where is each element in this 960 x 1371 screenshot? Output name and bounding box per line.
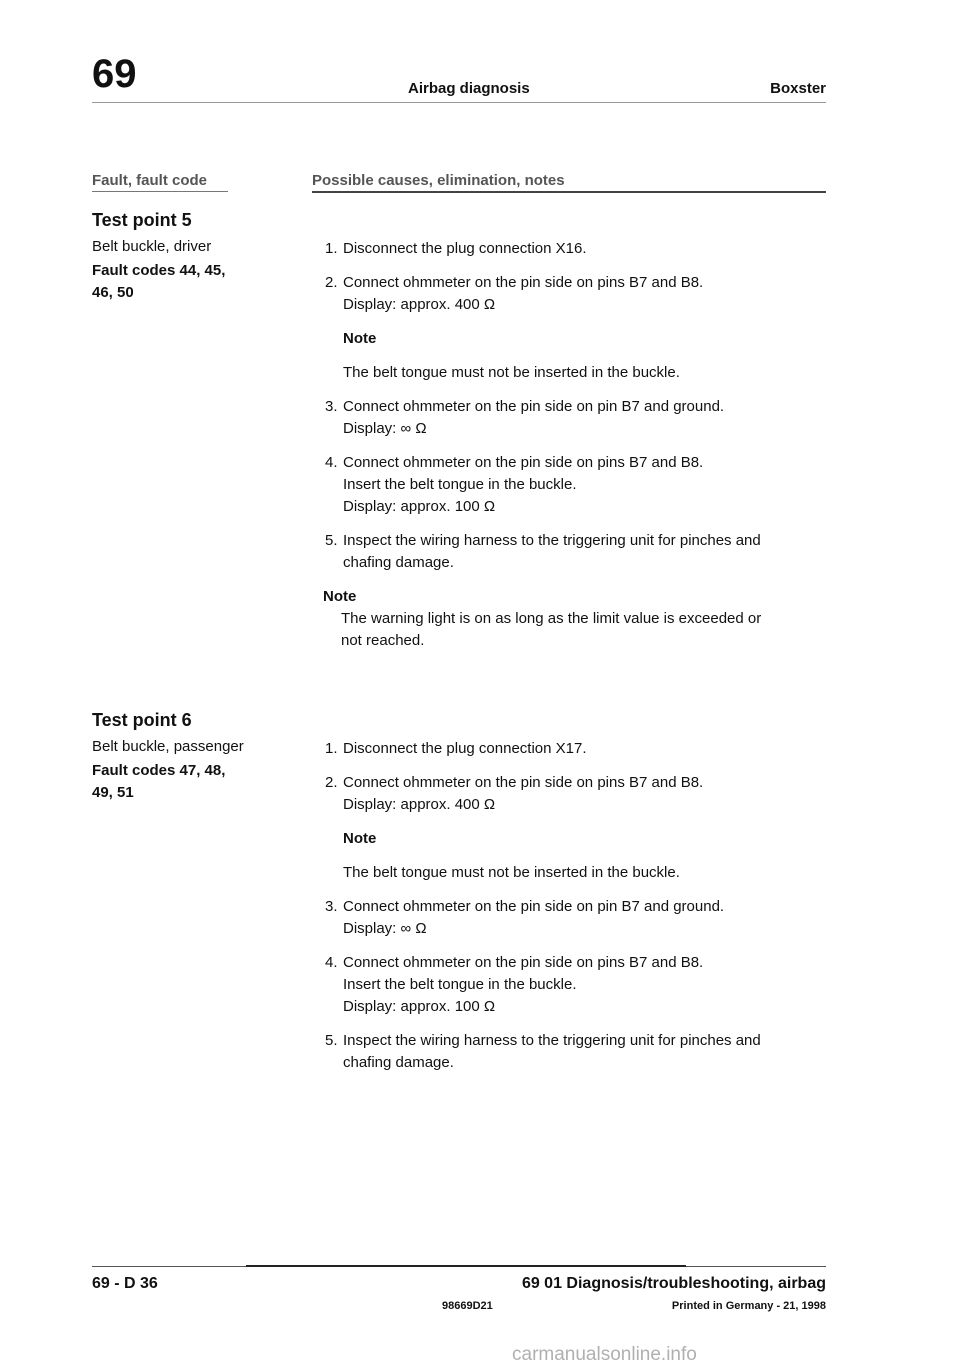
column-header-fault: Fault, fault code bbox=[92, 172, 208, 189]
step-text: Connect ohmmeter on the pin side on pin B7 and ground. bbox=[343, 398, 725, 415]
test-point-title: Test point 5 bbox=[92, 210, 192, 230]
print-info: Printed in Germany - 21, 1998 bbox=[671, 1300, 826, 1312]
step-text: chafing damage. bbox=[343, 554, 454, 571]
fault-codes-line: Fault codes 47, 48, bbox=[92, 762, 226, 779]
step-text: Connect ohmmeter on the pin side on pins B7 and B8. bbox=[343, 274, 704, 291]
procedure-step bbox=[325, 238, 825, 260]
column-header-causes: Possible causes, elimination, notes bbox=[312, 172, 565, 189]
procedure-step bbox=[325, 738, 825, 760]
page-header-title: Airbag diagnosis bbox=[408, 80, 530, 97]
document-number: 98669D21 bbox=[442, 1300, 493, 1312]
inline-note bbox=[325, 328, 825, 384]
step-text: Display: approx. 100 Ω bbox=[343, 998, 496, 1015]
step-text: Display: ∞ Ω bbox=[343, 920, 427, 937]
step-number: 4. bbox=[325, 454, 338, 471]
step-text: Inspect the wiring harness to the triggering unit for pinches and bbox=[343, 532, 761, 549]
page-number: 69 - D 36 bbox=[92, 1275, 158, 1292]
step-text: Display: approx. 400 Ω bbox=[343, 796, 496, 813]
footer-divider-accent bbox=[246, 1265, 686, 1267]
note-text: The belt tongue must not be inserted in the buckle. bbox=[343, 864, 680, 881]
step-number: 3. bbox=[325, 398, 338, 415]
procedure-step bbox=[325, 452, 825, 518]
procedure-step bbox=[325, 396, 825, 440]
note-title: Note bbox=[343, 330, 377, 347]
procedure-step bbox=[325, 896, 825, 940]
note-title: Note bbox=[343, 830, 377, 847]
fault-codes-line: 49, 51 bbox=[92, 784, 134, 801]
header-divider bbox=[92, 102, 826, 103]
watermark-text: carmanualsonline.info bbox=[512, 1344, 697, 1365]
inline-note bbox=[325, 828, 825, 884]
fault-codes-line: 46, 50 bbox=[92, 284, 134, 301]
test-point-title: Test point 6 bbox=[92, 710, 192, 730]
step-text: Inspect the wiring harness to the triggering unit for pinches and bbox=[343, 1032, 761, 1049]
column-header-rule-left bbox=[92, 191, 228, 192]
procedure-step bbox=[325, 772, 825, 816]
step-text: chafing damage. bbox=[343, 1054, 454, 1071]
step-text: Display: approx. 100 Ω bbox=[343, 498, 496, 515]
step-number: 1. bbox=[325, 740, 338, 757]
step-text: Connect ohmmeter on the pin side on pin B7 and ground. bbox=[343, 898, 725, 915]
procedure-step bbox=[325, 1030, 825, 1074]
step-text: Insert the belt tongue in the buckle. bbox=[343, 976, 577, 993]
step-number: 1. bbox=[325, 240, 338, 257]
test-point-component: Belt buckle, driver bbox=[92, 238, 212, 255]
step-text: Connect ohmmeter on the pin side on pins B7 and B8. bbox=[343, 954, 704, 971]
step-number: 4. bbox=[325, 954, 338, 971]
general-note bbox=[323, 586, 825, 652]
procedure-step bbox=[325, 530, 825, 574]
step-number: 3. bbox=[325, 898, 338, 915]
fault-codes-line: Fault codes 44, 45, bbox=[92, 262, 226, 279]
general-note-title: Note bbox=[323, 588, 357, 605]
step-number: 2. bbox=[325, 274, 338, 291]
fault-codes bbox=[92, 260, 272, 304]
step-text: Display: ∞ Ω bbox=[343, 420, 427, 437]
step-text: Insert the belt tongue in the buckle. bbox=[343, 476, 577, 493]
step-text: Display: approx. 400 Ω bbox=[343, 296, 496, 313]
step-number: 5. bbox=[325, 1032, 338, 1049]
page-header-model: Boxster bbox=[770, 80, 826, 97]
procedure-step bbox=[325, 952, 825, 1018]
step-text: Disconnect the plug connection X17. bbox=[343, 740, 587, 757]
general-note-text: not reached. bbox=[341, 632, 425, 649]
step-text: Connect ohmmeter on the pin side on pins B7 and B8. bbox=[343, 454, 704, 471]
procedure-steps bbox=[325, 738, 825, 1086]
procedure-step bbox=[325, 272, 825, 316]
fault-codes bbox=[92, 760, 272, 804]
step-text: Disconnect the plug connection X16. bbox=[343, 240, 587, 257]
procedure-steps bbox=[325, 238, 825, 652]
note-text: The belt tongue must not be inserted in the buckle. bbox=[343, 364, 680, 381]
column-header-rule-right bbox=[312, 191, 826, 193]
test-point-component: Belt buckle, passenger bbox=[92, 738, 244, 755]
step-number: 5. bbox=[325, 532, 338, 549]
step-number: 2. bbox=[325, 774, 338, 791]
step-text: Connect ohmmeter on the pin side on pins B7 and B8. bbox=[343, 774, 704, 791]
general-note-text: The warning light is on as long as the limit value is exceeded or bbox=[341, 610, 762, 627]
section-title: 69 01 Diagnosis/troubleshooting, airbag bbox=[521, 1275, 826, 1292]
chapter-number: 69 bbox=[92, 52, 137, 96]
